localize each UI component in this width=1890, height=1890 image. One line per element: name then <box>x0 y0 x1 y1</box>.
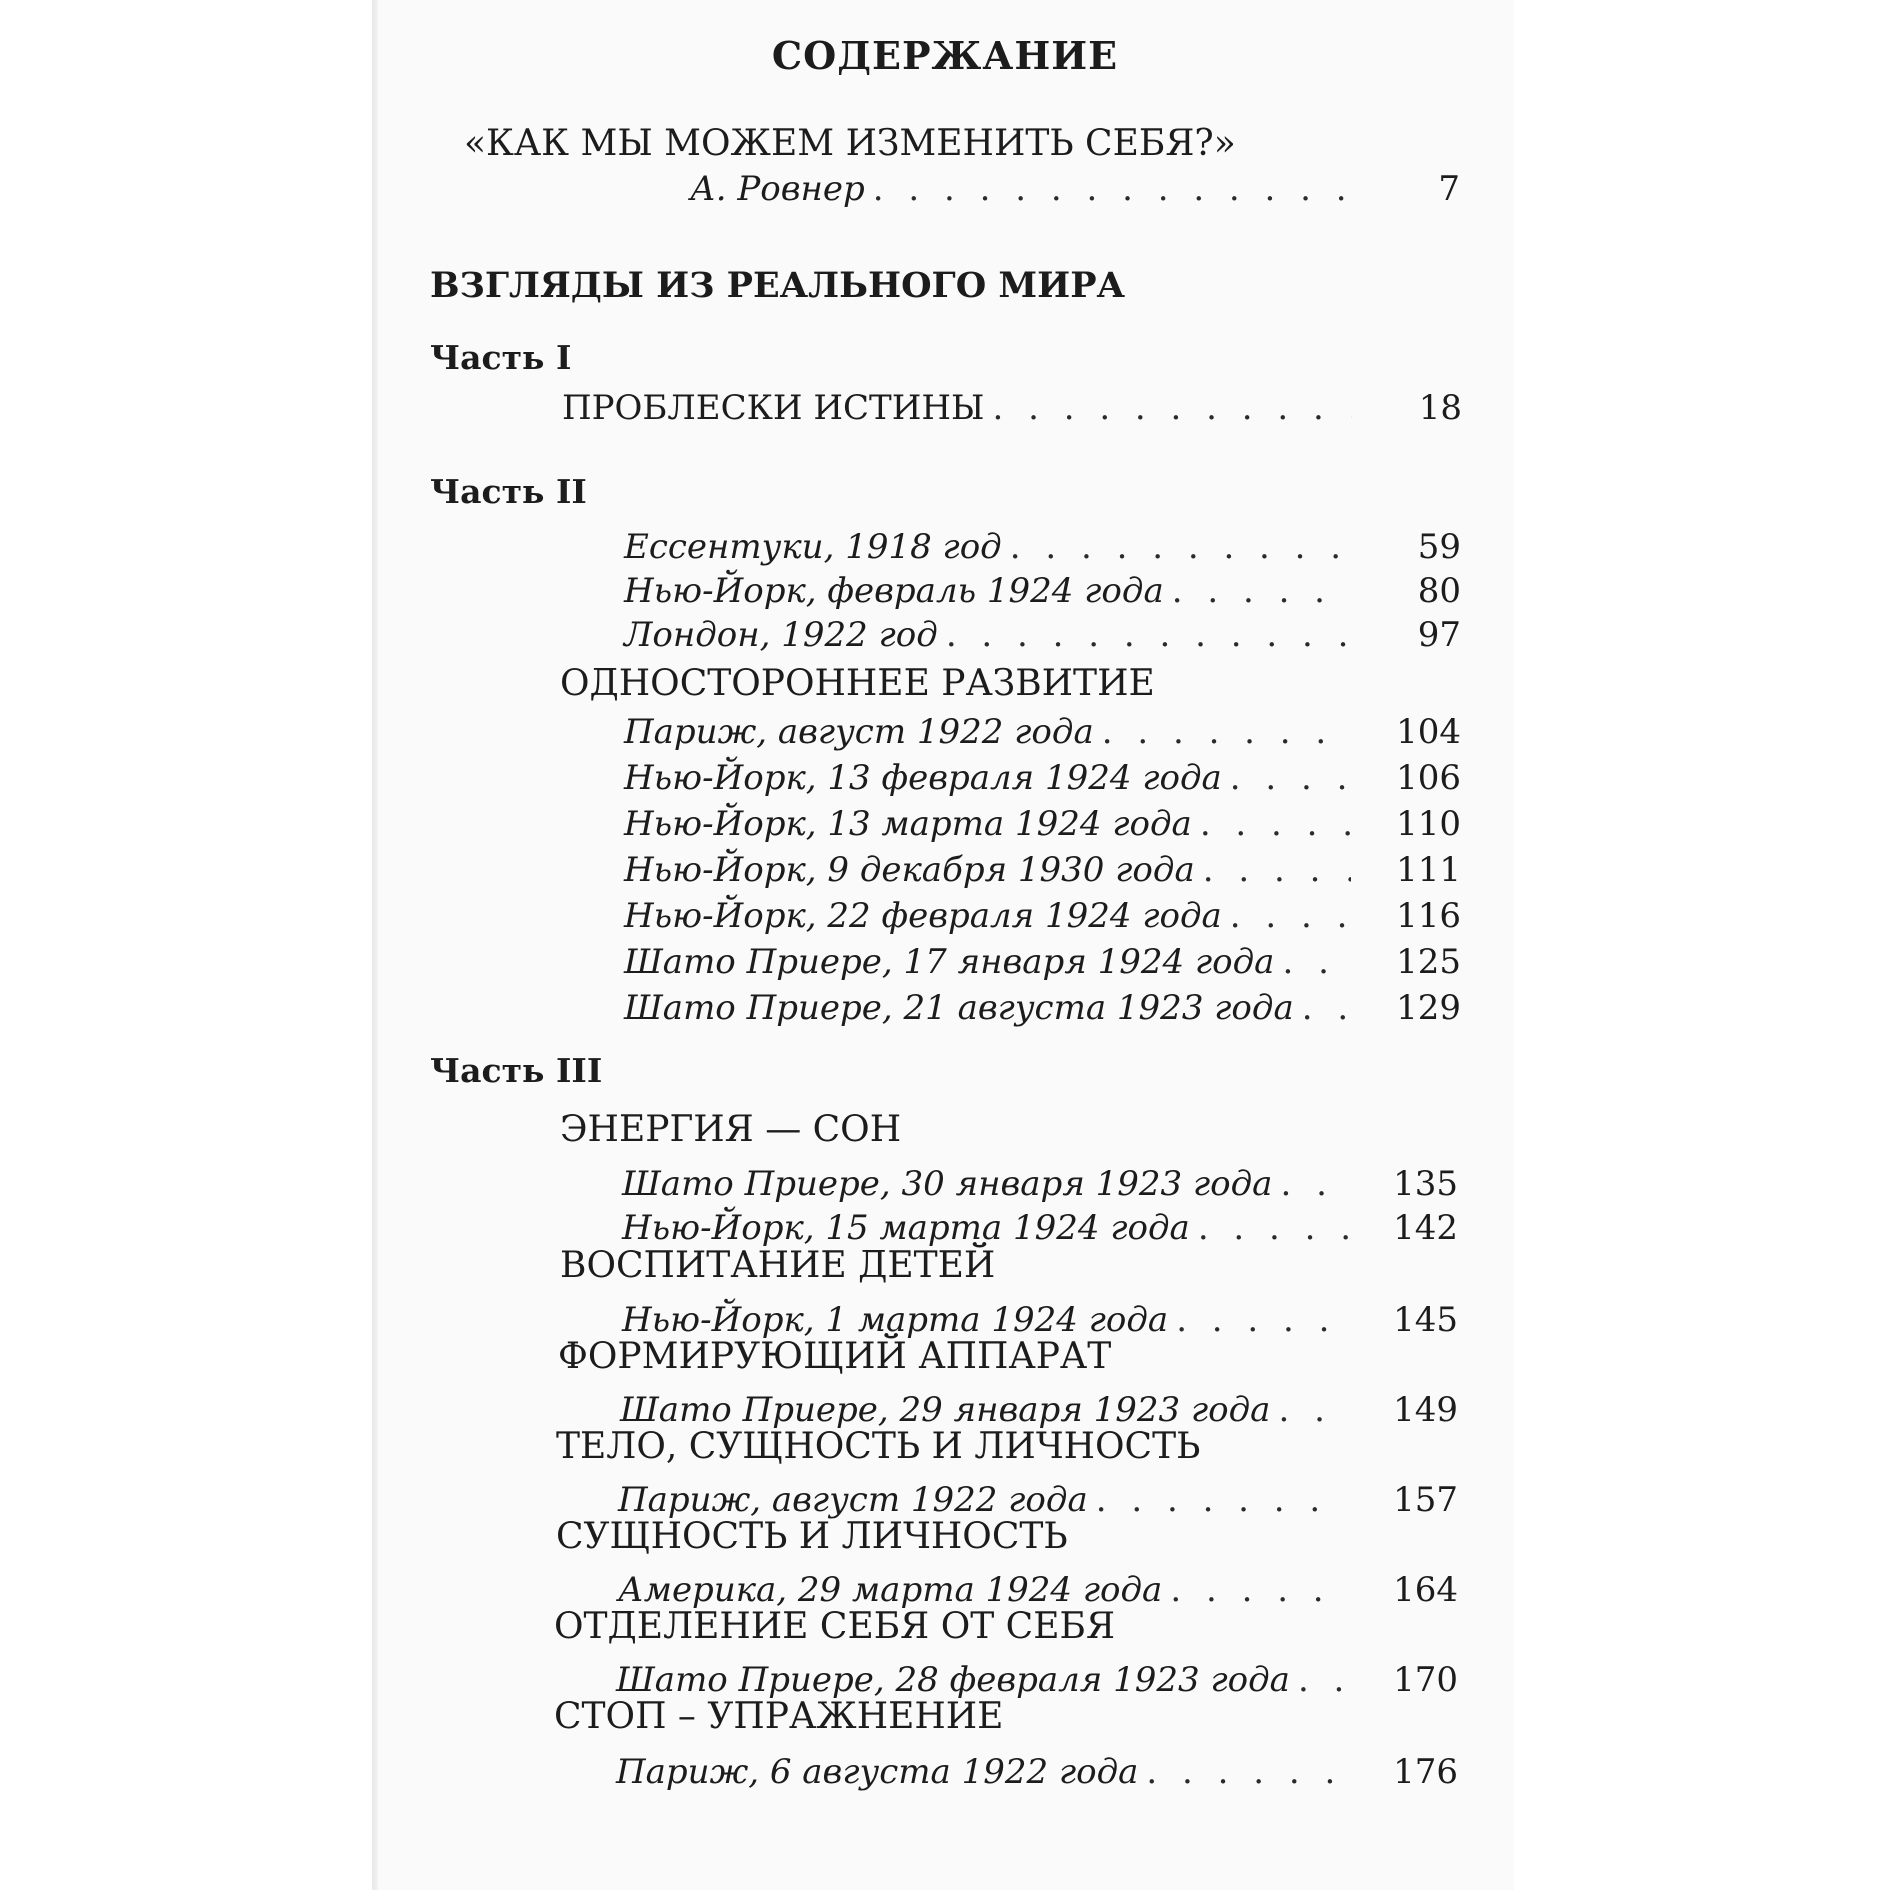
leader-dots <box>1176 1298 1348 1342</box>
toc-entry[interactable] <box>624 756 1461 800</box>
page-number: 145 <box>1393 1300 1458 1340</box>
page-number: 7 <box>1438 169 1460 209</box>
entry-label: Париж, 6 августа 1922 года <box>616 1752 1139 1792</box>
chapter-title: ЭНЕРГИЯ — СОН <box>560 1109 902 1150</box>
toc-title: СОДЕРЖАНИЕ <box>771 33 1119 78</box>
page-number: 129 <box>1396 988 1461 1028</box>
page-number: 106 <box>1396 758 1461 798</box>
leader-dots <box>946 613 1351 657</box>
entry-label: Шато Приере, 29 января 1923 года <box>620 1390 1271 1430</box>
leader-dots <box>992 386 1352 430</box>
page-number: 111 <box>1396 850 1461 890</box>
leader-dots <box>1230 894 1351 938</box>
section-title: ВЗГЛЯДЫ ИЗ РЕАЛЬНОГО МИРА <box>430 265 1126 306</box>
chapter-title: СУЩНОСТЬ И ЛИЧНОСТЬ <box>556 1516 1068 1557</box>
page-number: 135 <box>1393 1164 1458 1204</box>
page-number: 59 <box>1417 527 1461 567</box>
entry-label: Нью-Йорк, февраль 1924 года <box>624 571 1164 611</box>
page-number: 110 <box>1396 804 1461 844</box>
part-3-label: Часть III <box>430 1051 603 1090</box>
chapter-title: ТЕЛО, СУЩНОСТЬ И ЛИЧНОСТЬ <box>556 1426 1201 1467</box>
toc-entry[interactable] <box>622 1162 1458 1206</box>
toc-entry[interactable] <box>624 986 1461 1030</box>
toc-entry[interactable] <box>624 613 1461 657</box>
entry-label: Нью-Йорк, 13 марта 1924 года <box>624 804 1192 844</box>
leader-dots <box>1010 525 1351 569</box>
leader-dots <box>1278 1388 1348 1432</box>
entry-label: Нью-Йорк, 15 марта 1924 года <box>622 1208 1190 1248</box>
leader-dots <box>1096 1478 1348 1522</box>
leader-dots <box>1280 1162 1348 1206</box>
leader-dots <box>1102 710 1351 754</box>
toc-entry[interactable] <box>624 525 1461 569</box>
leader-dots <box>1146 1750 1348 1794</box>
page-number: 104 <box>1396 712 1461 752</box>
entry-label: А. Ровнер <box>690 169 865 209</box>
entry-label: Нью-Йорк, 22 февраля 1924 года <box>624 896 1222 936</box>
page-number: 170 <box>1393 1660 1458 1700</box>
chapter-title: ПРОБЛЕСКИ ИСТИНЫ <box>562 388 985 428</box>
leader-dots <box>873 167 1350 211</box>
toc-entry[interactable] <box>624 940 1461 984</box>
leader-dots <box>1200 802 1351 846</box>
entry-label: Америка, 29 марта 1924 года <box>618 1570 1163 1610</box>
toc-entry-part1-chapter[interactable] <box>562 386 1462 430</box>
entry-label: Ессентуки, 1918 год <box>624 527 1002 567</box>
entry-label: Шато Приере, 17 января 1924 года <box>624 942 1275 982</box>
toc-entry[interactable] <box>624 569 1461 613</box>
page-number: 116 <box>1396 896 1461 936</box>
entry-label: Нью-Йорк, 1 марта 1924 года <box>622 1300 1169 1340</box>
part-2-label: Часть II <box>430 472 587 511</box>
page-number: 97 <box>1417 615 1461 655</box>
entry-label: Шато Приере, 30 января 1923 года <box>622 1164 1273 1204</box>
entry-label: Париж, август 1922 года <box>624 712 1094 752</box>
entry-label: Шато Приере, 28 февраля 1923 года <box>616 1660 1290 1700</box>
page-number: 157 <box>1393 1480 1458 1520</box>
entry-label: Париж, август 1922 года <box>618 1480 1088 1520</box>
page-number: 176 <box>1393 1752 1458 1792</box>
chapter-title: ФОРМИРУЮЩИЙ АППАРАТ <box>558 1336 1112 1377</box>
chapter-title: ОДНОСТОРОННЕЕ РАЗВИТИЕ <box>560 663 1155 704</box>
leader-dots <box>1198 1206 1348 1250</box>
page-number: 18 <box>1418 388 1462 428</box>
leader-dots <box>1203 848 1351 892</box>
entry-label: Шато Приере, 21 августа 1923 года <box>624 988 1294 1028</box>
leader-dots <box>1302 986 1351 1030</box>
toc-entry-intro-author[interactable] <box>690 167 1460 211</box>
toc-entry[interactable] <box>616 1750 1458 1794</box>
page-number: 164 <box>1393 1570 1458 1610</box>
leader-dots <box>1282 940 1351 984</box>
page-number: 125 <box>1396 942 1461 982</box>
toc-entry[interactable] <box>624 894 1461 938</box>
leader-dots <box>1230 756 1351 800</box>
leader-dots <box>1172 569 1351 613</box>
page-number: 142 <box>1393 1208 1458 1248</box>
intro-title: «КАК МЫ МОЖЕМ ИЗМЕНИТЬ СЕБЯ?» <box>464 123 1236 164</box>
page-number: 149 <box>1393 1390 1458 1430</box>
page-number: 80 <box>1417 571 1461 611</box>
chapter-title: СТОП – УПРАЖНЕНИЕ <box>554 1696 1004 1737</box>
chapter-title: ВОСПИТАНИЕ ДЕТЕЙ <box>560 1245 996 1286</box>
toc-entry[interactable] <box>624 802 1461 846</box>
entry-label: Лондон, 1922 год <box>624 615 938 655</box>
leader-dots <box>1298 1658 1348 1702</box>
toc-entry[interactable] <box>624 848 1461 892</box>
leader-dots <box>1170 1568 1348 1612</box>
entry-label: Нью-Йорк, 9 декабря 1930 года <box>624 850 1195 890</box>
part-1-label: Часть I <box>430 338 572 377</box>
chapter-title: ОТДЕЛЕНИЕ СЕБЯ ОТ СЕБЯ <box>554 1606 1116 1647</box>
entry-label: Нью-Йорк, 13 февраля 1924 года <box>624 758 1222 798</box>
toc-entry[interactable] <box>624 710 1461 754</box>
